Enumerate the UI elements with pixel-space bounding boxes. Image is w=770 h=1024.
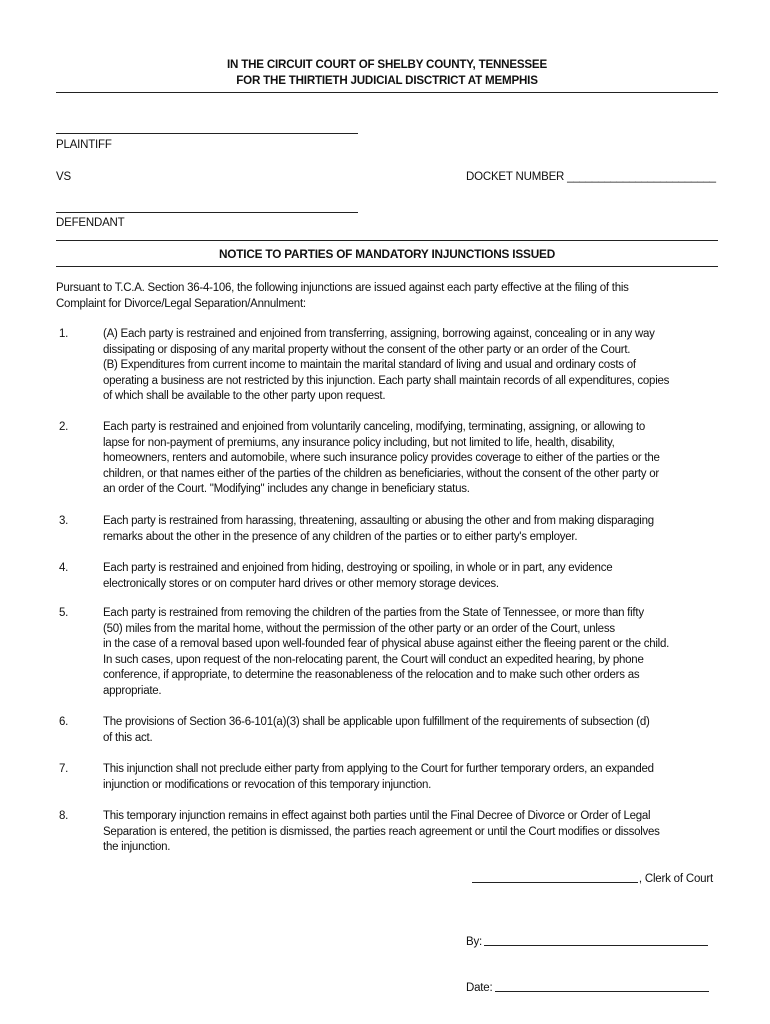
item-line: lapse for non-payment of premiums, any insurance policy including, but not limited to life, health, disability, (103, 436, 615, 449)
clerk-signature-line[interactable] (472, 870, 638, 883)
defendant-label: DEFENDANT (56, 217, 125, 229)
item-number: 4. (59, 562, 69, 574)
item-line: Each party is restrained from removing the children of the parties from the State of Tennessee, or more than fifty (103, 607, 644, 619)
defendant-name-line[interactable] (56, 212, 358, 213)
item-line: appropriate. (103, 684, 162, 697)
docket-number-field[interactable]: DOCKET NUMBER ________________________ (466, 171, 716, 183)
item-number: 2. (59, 421, 69, 433)
item-text (103, 809, 723, 856)
court-title-line-1: IN THE CIRCUIT COURT OF SHELBY COUNTY, TENNESSEE (227, 58, 547, 71)
item-line: the injunction. (103, 841, 171, 854)
by-signature-line[interactable] (484, 933, 708, 946)
item-line: This temporary injunction remains in effect against both parties until the Final Decree of Divorce or Order of Legal (103, 810, 651, 822)
item-line: (B) Expenditures from current income to maintain the marital standard of living and usual and ordinary costs of (103, 359, 636, 372)
by-label: By: (466, 936, 483, 948)
item-text (103, 514, 723, 545)
item-line: of this act. (103, 731, 153, 744)
item-line: Separation is entered, the petition is dismissed, the parties reach agreement or until the Court modifies or dissolves (103, 825, 660, 838)
item-number: 7. (59, 763, 69, 775)
item-text (103, 715, 723, 746)
item-line: remarks about the other in the presence of any children of the parties or to either party's employer. (103, 530, 578, 543)
item-number: 5. (59, 607, 69, 619)
item-line: injunction or modifications or revocation of this temporary injunction. (103, 778, 432, 791)
item-line: in the case of a removal based upon well-founded fear of physical abuse against either the fleeing parent or the child. (103, 638, 670, 651)
item-number: 6. (59, 716, 69, 728)
item-line: Each party is restrained and enjoined from hiding, destroying or spoiling, in whole or in part, any evidence (103, 562, 613, 574)
item-line: The provisions of Section 36-6-101(a)(3) shall be applicable upon fulfillment of the requirements of subsection (d) (103, 716, 650, 728)
date-field (466, 979, 709, 994)
item-text (103, 606, 723, 700)
item-line: electronically stores or on computer hard drives or other memory storage devices. (103, 577, 499, 590)
by-field (466, 933, 708, 948)
item-number: 1. (59, 328, 69, 340)
plaintiff-label: PLAINTIFF (56, 139, 112, 151)
item-line: (A) Each party is restrained and enjoined from transferring, assigning, borrowing against, concealing or in any way (103, 328, 655, 340)
item-line: operating a business are not restricted by this injunction. Each party shall maintain records of all expenditures, copies (103, 374, 670, 387)
clerk-signature (472, 870, 713, 885)
item-text (103, 327, 723, 405)
item-line: In such cases, upon request of the non-relocating parent, the Court will conduct an expedited hearing, by phone (103, 653, 644, 666)
item-line: Each party is restrained and enjoined from voluntarily canceling, modifying, terminating, assigning, or allowing to (103, 421, 646, 433)
item-line: of which shall be available to the other party upon request. (103, 390, 386, 403)
plaintiff-name-line[interactable] (56, 133, 358, 134)
intro-line: Complaint for Divorce/Legal Separation/Annulment: (56, 297, 306, 310)
notice-rule-bottom (56, 266, 718, 267)
item-line: (50) miles from the marital home, without the permission of the other party or an order of the Court, unless (103, 622, 615, 635)
notice-title: NOTICE TO PARTIES OF MANDATORY INJUNCTIONS ISSUED (218, 247, 556, 261)
date-input-line[interactable] (495, 979, 709, 992)
vs-label: VS (56, 171, 71, 183)
header-rule (56, 92, 718, 93)
intro-paragraph (56, 281, 696, 312)
court-title-line-2: FOR THE THIRTIETH JUDICIAL DISCTRICT AT MEMPHIS (236, 74, 538, 87)
item-text (103, 420, 723, 498)
item-line: This injunction shall not preclude either party from applying to the Court for further temporary orders, an expanded (103, 763, 654, 775)
item-line: dissipating or disposing of any marital property without the consent of the other party or an order of the Court. (103, 343, 631, 356)
date-label: Date: (466, 982, 493, 994)
court-title (56, 57, 718, 89)
notice-rule-top (56, 240, 718, 241)
item-number: 8. (59, 810, 69, 822)
item-text (103, 762, 723, 793)
item-number: 3. (59, 515, 69, 527)
item-line: conference, if appropriate, to determine the reasonableness of the relocation and to make such other orders as (103, 669, 640, 682)
item-text (103, 561, 723, 592)
item-line: children, or that names either of the parties of the children as beneficiaries, without the consent of the other party or (103, 467, 659, 480)
intro-line: Pursuant to T.C.A. Section 36-4-106, the following injunctions are issued against each party effective at the filing of this (56, 282, 629, 294)
item-line: Each party is restrained from harassing, threatening, assaulting or abusing the other and from making disparaging (103, 515, 654, 527)
clerk-label: , Clerk of Court (638, 873, 713, 885)
item-line: homeowners, renters and automobile, where such insurance policy provides coverage to either of the parties or the (103, 452, 660, 465)
item-line: an order of the Court. "Modifying" includes any change in beneficiary status. (103, 483, 470, 496)
